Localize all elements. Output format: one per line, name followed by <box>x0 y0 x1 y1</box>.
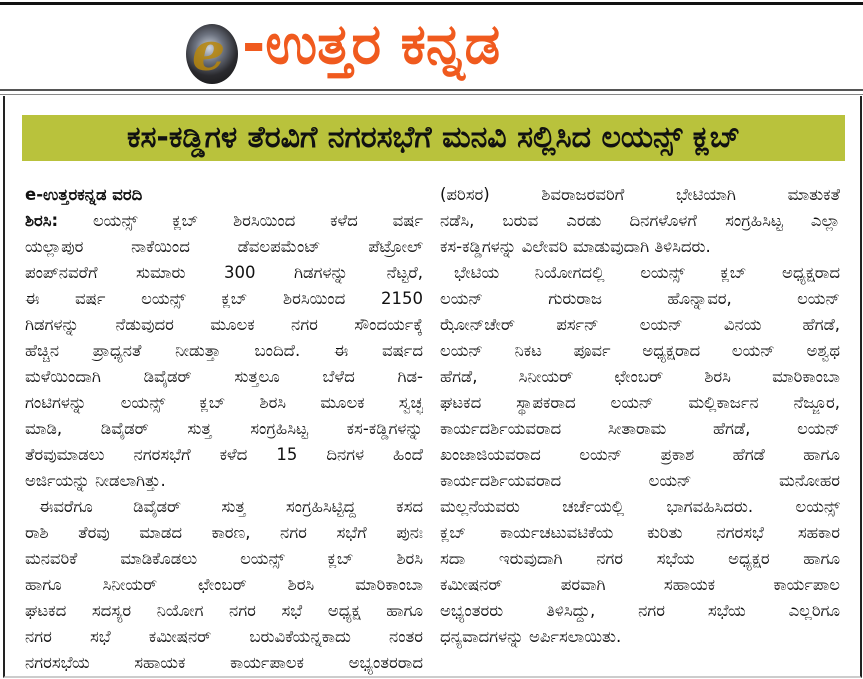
article-line: ಅಭ್ಯಂತರರು ತಿಳಿಸಿದ್ದು, ನಗರ ಸಭೆಯ ಎಲ್ಲರಿಗೂ <box>440 601 840 620</box>
article-line: ಝೋನ್‌ಚೇರ್ ಪರ್ಸನ್ ಲಯನ್ ವಿನಯ ಹೆಗಡೆ, <box>440 315 840 334</box>
right-lines <box>440 182 840 650</box>
article-line: ಯಲ್ಲಾಪುರ ನಾಕೆಯಿಂದ ಡೆವಲಪಮೆಂಟ್ ಪೆಟ್ರೋಲ್ <box>25 237 423 256</box>
article-column-right <box>440 182 840 650</box>
article-line: ಅರ್ಜಿಯನ್ನು ನೀಡಲಾಗಿತ್ತು. <box>25 471 166 490</box>
article-line: ಕಮೀಷನರ್ ಪರವಾಗಿ ಸಹಾಯಕ ಕಾರ್ಯಪಾಲ <box>440 575 840 594</box>
article-line: ಮಳೆಯಿಂದಾಗಿ ಡಿವೈಡರ್ ಸುತ್ತಲೂ ಬೆಳೆದ ಗಿಡ- <box>25 367 423 386</box>
article-line: ಮಾಡಿ, ಡಿವೈಡರ್ ಸುತ್ತ ಸಂಗ್ರಹಿಸಿಟ್ಟ ಕಸ-ಕಡ್ಡಿಗಳನ್ನು <box>25 419 423 438</box>
article-line: ಈ ವರ್ಷ ಲಯನ್ಸ್ ಕ್ಲಬ್ ಶಿರಸಿಯಿಂದ 2150 <box>25 289 423 308</box>
article-line <box>25 208 423 234</box>
article-line: ಖಂಜಾಜಿಯವರಾದ ಲಯನ್ ಪ್ರಕಾಶ ಹೆಗಡೆ ಹಾಗೂ <box>440 445 840 464</box>
e-logo-icon <box>186 24 238 84</box>
article-column-left <box>25 182 423 676</box>
article-line: ಮನವರಿಕೆ ಮಾಡಿಕೊಡಲು ಲಯನ್ಸ್ ಕ್ಲಬ್ ಶಿರಸಿ <box>25 549 423 568</box>
article-line: ಈವರೆಗೂ ಡಿವೈಡರ್ ಸುತ್ತ ಸಂಗ್ರಹಿಸಿಟ್ಟಿದ್ದ ಕಸದ <box>39 497 423 516</box>
article-line: ಪಂಪ್‌ನವರೆಗೆ ಸುಮಾರು 300 ಗಿಡಗಳನ್ನು ನೆಟ್ಟರೆ, <box>25 263 423 282</box>
article-line: ತೆರವುಮಾಡಲು ನಗರಸಭೆಗೆ ಕಳೆದ 15 ದಿನಗಳ ಹಿಂದೆ <box>25 445 423 464</box>
headline-band <box>22 115 845 161</box>
article-line: ಘಟಕದ ಸದಸ್ಯರ ನಿಯೋಗ ನಗರ ಸಭೆ ಅಧ್ಯಕ್ಷ ಹಾಗೂ <box>25 601 423 620</box>
article-line: ಹಾಗೂ ಸಿನೀಯರ್ ಛೇಂಬರ್ ಶಿರಸಿ ಮಾರಿಕಾಂಬಾ <box>25 575 423 594</box>
dateline: ಶಿರಸಿ: <box>25 211 59 230</box>
article-line: (ಪರಿಸರ) ಶಿವರಾಜರವರಿಗೆ ಭೇಟಿಯಾಗಿ ಮಾತುಕತೆ <box>440 185 840 204</box>
article-line: ಕಾರ್ಯದರ್ಶಿಯವರಾದ ಸೀತಾರಾಮ ಹೆಗಡೆ, ಲಯನ್ <box>440 419 840 438</box>
byline: e-ಉತ್ತರಕನ್ನಡ ವರದಿ <box>25 185 143 204</box>
masthead-rule-thin <box>0 94 863 95</box>
article-line: ಮಲ್ಲನೆಯವರು ಚರ್ಚೆಯಲ್ಲಿ ಭಾಗವಹಿಸಿದರು. ಲಯನ್ಸ್ <box>440 497 840 516</box>
article-line: ಗಂಟಿಗಳನ್ನು ಲಯನ್ಸ್ ಕ್ಲಬ್ ಶಿರಸಿ ಮೂಲಕ ಸ್ವಚ್ಛ <box>25 393 423 412</box>
article-line: ನಗರ ಸಭೆ ಕಮೀಷನರ್ ಬರುವಿಕೆಯನ್ನಕಾದು ನಂತರ <box>25 627 423 646</box>
article-line: ನಡೆಸಿ, ಬರುವ ಎರಡು ದಿನಗಳೊಳಗೆ ಸಂಗ್ರಹಿಸಿಟ್ಟ ಎಲ್ಲಾ <box>440 211 840 230</box>
article-line: ರಾಶಿ ತೆರವು ಮಾಡದ ಕಾರಣ, ನಗರ ಸಭೆಗೆ ಪುನಃ <box>25 523 423 542</box>
article-line: ಕ್ಲಬ್ ಕಾರ್ಯಚಟುವಟಿಕೆಯ ಕುರಿತು ನಗರಸಭೆ ಸಹಕಾರ <box>440 523 840 542</box>
article-line: ನಗರಸಭೆಯ ಸಹಾಯಕ ಕಾರ್ಯಪಾಲಕ ಅಭ್ಯಂತರರಾದ <box>25 653 423 672</box>
article-line: ಘಟಕದ ಸ್ಥಾಪಕರಾದ ಲಯನ್ ಮಲ್ಲಿಕಾರ್ಜನ ನೆಜ್ಜೂರ, <box>440 393 840 412</box>
article-line: ಲಯನ್ ನಿಕಟ ಪೂರ್ವ ಅಧ್ಯಕ್ಷರಾದ ಲಯನ್ ಅಶ್ವಥ <box>440 341 840 360</box>
article-line: ಹೆಚ್ಚಿನ ಪ್ರಾಧ್ಯನತೆ ನೀಡುತ್ತಾ ಬಂದಿದೆ. ಈ ವರ್ಷದ <box>25 341 423 360</box>
line-text: ಲಯನ್ಸ್ ಕ್ಲಬ್ ಶಿರಸಿಯಿಂದ ಕಳೆದ ವರ್ಷ <box>58 211 423 230</box>
article-line: ಧನ್ಯವಾದಗಳನ್ನು ಅರ್ಪಿಸಲಾಯಿತು. <box>440 627 622 646</box>
article-line: ಗಿಡಗಳನ್ನು ನೆಡುವುದರ ಮೂಲಕ ನಗರ ಸೌಂದರ್ಯಕ್ಕೆ <box>25 315 423 334</box>
masthead-title: -ಉತ್ತರ ಕನ್ನಡ <box>242 12 501 77</box>
top-rule <box>0 2 863 5</box>
article-line: ಕಸ-ಕಡ್ಡಿಗಳನ್ನು ವಿಲೇವರಿ ಮಾಡುವುದಾಗಿ ತಿಳಿಸಿದರು. <box>440 237 711 256</box>
headline: ಕಸ-ಕಡ್ಡಿಗಳ ತೆರವಿಗೆ ನಗರಸಭೆಗೆ ಮನವಿ ಸಲ್ಲಿಸಿದ ಲಯನ್ಸ್ ಕ್ಲಬ್ <box>126 120 741 155</box>
article-line: ಭೇಟಿಯ ನಿಯೋಗದಲ್ಲಿ ಲಯನ್ಸ್ ಕ್ಲಬ್ ಅಧ್ಯಕ್ಷರಾದ <box>454 263 840 282</box>
article-line: ಲಯನ್ ಗುರುರಾಜ ಹೊನ್ನಾವರ, ಲಯನ್ <box>440 289 840 308</box>
article-line: ಹೆಗಡೆ, ಸಿನೀಯರ್ ಛೇಂಬರ್ ಶಿರಸಿ ಮಾರಿಕಾಂಬಾ <box>440 367 840 386</box>
logo-letter: e <box>192 24 226 83</box>
left-lines <box>25 234 423 676</box>
article-line: ಸದಾ ಇರುವುದಾಗಿ ನಗರ ಸಭೆಯ ಅಧ್ಯಕ್ಷರ ಹಾಗೂ <box>440 549 840 568</box>
article-line: ಕಾರ್ಯದರ್ಶಿಯವರಾದ ಲಯನ್ ಮನೋಹರ <box>440 471 840 490</box>
masthead-rule <box>0 89 863 91</box>
